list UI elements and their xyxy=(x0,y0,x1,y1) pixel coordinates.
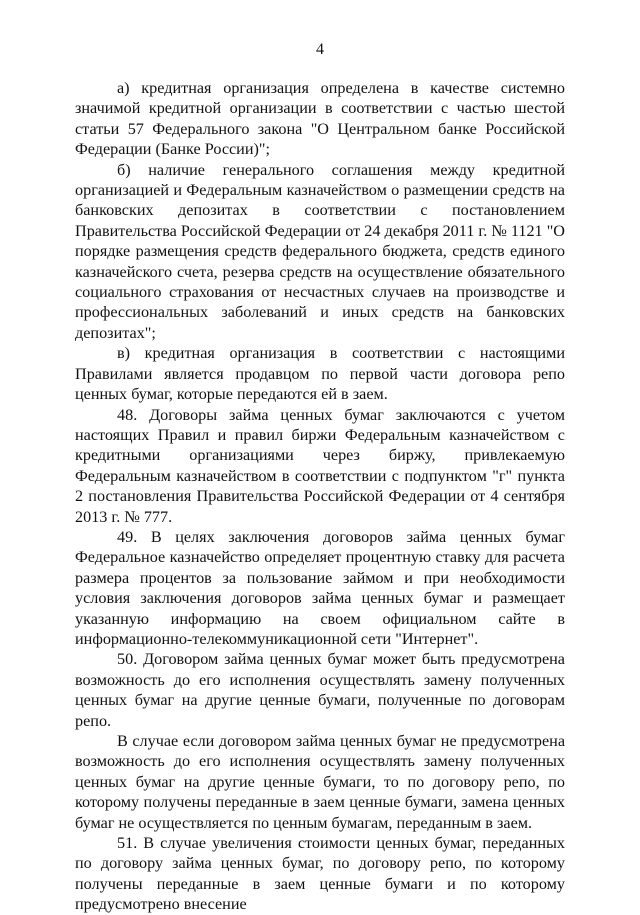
paragraph-subitem-a: а) кредитная организация определена в качестве системно значимой кредитной организации в соответствии с частью шестой статьи 57 Федерального закона "О Центральном банке Российской Федерации (Банке России)"; xyxy=(75,79,565,159)
page-number: 4 xyxy=(316,41,324,58)
paragraph-item-50-continuation: В случае если договором займа ценных бумаг не предусмотрена возможность до его исполнения осуществлять замену полученных ценных бумаг на другие ценные бумаги, то по договору репо, по которому получены переданные в заем ценные бумаги, замена ценных бумаг не осуществляется по ценным бумагам, переданным в заем. xyxy=(75,732,565,832)
paragraph-item-50: 50. Договором займа ценных бумаг может быть предусмотрена возможность до его исполнения осуществлять замену полученных ценных бумаг на другие ценные бумаги, полученные по договорам репо. xyxy=(75,650,565,730)
paragraph-item-51: 51. В случае увеличения стоимости ценных бумаг, переданных по договору займа ценных бумаг, по договору репо, по которому получены переданные в заем ценные бумаги и по которому предусмотрено внесение xyxy=(75,834,565,914)
paragraph-item-48: 48. Договоры займа ценных бумаг заключаются с учетом настоящих Правил и правил биржи Федеральным казначейством с кредитными организациями через биржу, привлекаемую Федеральным казначейством в соответствии с подпунктом "г" пункта 2 постановления Правительства Российской Федерации от 4 сентября 2013 г. № 777. xyxy=(75,405,565,526)
paragraph-item-49: 49. В целях заключения договоров займа ценных бумаг Федеральное казначейство определяет процентную ставку для расчета размера процентов за пользование займом и при необходимости условия заключения договоров займа ценных бумаг и размещает указанную информацию на своем официальном сайте в информационно-телекоммуникационной сети "Интернет". xyxy=(75,527,565,648)
paragraph-subitem-v: в) кредитная организация в соответствии с настоящими Правилами является продавцом по первой части договора репо ценных бумаг, которые передаются ей в заем. xyxy=(75,344,565,404)
paragraph-subitem-b: б) наличие генерального соглашения между кредитной организацией и Федеральным казначейством о размещении средств на банковских депозитах в соответствии с постановлением Правительства Российской Федерации от 24 декабря 2011 г. № 1121 "О порядке размещения средств федерального бюджета, средств единого казначейского счета, резерва средств на осуществление обязательного социального страхования от несчастных случаев на производстве и профессиональных заболеваний и иных средств на банковских депозитах"; xyxy=(75,160,565,342)
document-body xyxy=(75,78,565,915)
